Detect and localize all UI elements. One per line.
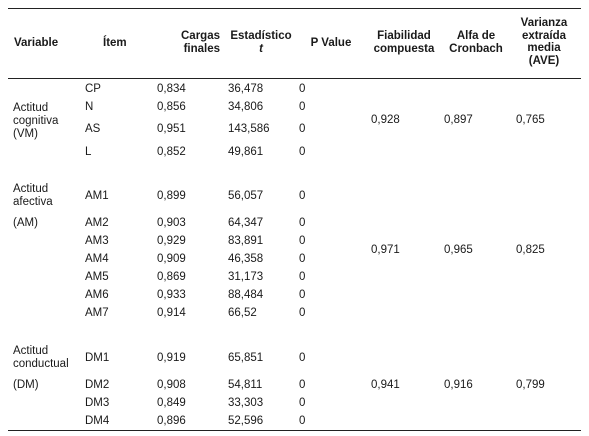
item-cell: AM2 bbox=[85, 217, 109, 229]
header-item: Ítem bbox=[103, 37, 127, 49]
item-cell: AS bbox=[85, 123, 101, 135]
header-reliability-line1: Fiabilidad bbox=[377, 30, 431, 42]
item-cell: L bbox=[85, 146, 92, 158]
loading-cell: 0,856 bbox=[157, 101, 186, 113]
t-statistic-cell: 64,347 bbox=[228, 217, 264, 229]
p-value-cell: 0 bbox=[299, 190, 306, 202]
header-ave-line4: (AVE) bbox=[528, 54, 560, 67]
reliability-cell: 0,941 bbox=[371, 379, 400, 391]
item-cell: DM4 bbox=[85, 415, 110, 427]
p-value-cell: 0 bbox=[299, 83, 306, 95]
header-ave bbox=[511, 17, 577, 67]
loading-cell: 0,849 bbox=[157, 397, 186, 409]
ave-cell: 0,825 bbox=[516, 244, 545, 256]
variable-label: afectiva bbox=[13, 196, 53, 208]
t-statistic-cell: 83,891 bbox=[228, 235, 264, 247]
p-value-cell: 0 bbox=[299, 235, 306, 247]
t-statistic-cell: 52,596 bbox=[228, 415, 264, 427]
t-statistic-cell: 56,057 bbox=[228, 190, 264, 202]
t-statistic-cell: 31,173 bbox=[228, 271, 264, 283]
p-value-cell: 0 bbox=[299, 271, 306, 283]
loading-cell: 0,852 bbox=[157, 146, 186, 158]
item-cell: CP bbox=[85, 83, 101, 95]
loading-cell: 0,909 bbox=[157, 253, 186, 265]
t-statistic-cell: 66,52 bbox=[228, 307, 257, 319]
header-alpha-line1: Alfa de bbox=[456, 30, 496, 42]
item-cell: AM7 bbox=[85, 307, 109, 319]
t-statistic-cell: 88,484 bbox=[228, 289, 264, 301]
item-cell: AM3 bbox=[85, 235, 109, 247]
variable-label: cognitiva bbox=[13, 115, 59, 127]
variable-label: conductual bbox=[13, 358, 69, 370]
header-alpha bbox=[444, 30, 508, 55]
item-cell: AM6 bbox=[85, 289, 109, 301]
loading-cell: 0,919 bbox=[157, 352, 186, 364]
ave-cell: 0,765 bbox=[516, 114, 545, 126]
item-cell: AM5 bbox=[85, 271, 109, 283]
header-reliability-line2: compuesta bbox=[373, 42, 435, 55]
p-value-cell: 0 bbox=[299, 352, 306, 364]
loading-cell: 0,869 bbox=[157, 271, 186, 283]
variable-label: (AM) bbox=[13, 217, 38, 229]
t-statistic-cell: 36,478 bbox=[228, 83, 264, 95]
loading-cell: 0,908 bbox=[157, 379, 186, 391]
item-cell: DM1 bbox=[85, 352, 110, 364]
item-cell: N bbox=[85, 101, 94, 113]
loading-cell: 0,903 bbox=[157, 217, 186, 229]
loading-cell: 0,899 bbox=[157, 190, 186, 202]
loading-cell: 0,933 bbox=[157, 289, 186, 301]
header-reliability bbox=[366, 30, 442, 55]
t-statistic-cell: 33,303 bbox=[228, 397, 264, 409]
header-alpha-line2: Cronbach bbox=[449, 42, 503, 55]
table-top-rule bbox=[8, 8, 581, 9]
p-value-cell: 0 bbox=[299, 217, 306, 229]
header-statistic-line2: t bbox=[259, 42, 263, 55]
alpha-cell: 0,897 bbox=[444, 114, 473, 126]
t-statistic-cell: 54,811 bbox=[228, 379, 263, 391]
reliability-cell: 0,928 bbox=[371, 114, 400, 126]
t-statistic-cell: 46,358 bbox=[228, 253, 264, 265]
header-statistic-line1: Estadístico bbox=[230, 30, 292, 42]
variable-label: Actitud bbox=[13, 102, 49, 114]
item-cell: DM2 bbox=[85, 379, 110, 391]
header-ave-line3: media bbox=[527, 42, 561, 54]
p-value-cell: 0 bbox=[299, 146, 306, 158]
p-value-cell: 0 bbox=[299, 289, 306, 301]
t-statistic-cell: 34,806 bbox=[228, 101, 264, 113]
variable-label: (DM) bbox=[13, 379, 39, 391]
header-loadings bbox=[160, 30, 220, 55]
p-value-cell: 0 bbox=[299, 307, 306, 319]
loading-cell: 0,951 bbox=[157, 123, 186, 135]
item-cell: AM4 bbox=[85, 253, 109, 265]
header-ave-line1: Varianza bbox=[520, 17, 568, 29]
t-statistic-cell: 49,861 bbox=[228, 146, 264, 158]
loading-cell: 0,896 bbox=[157, 415, 186, 427]
loading-cell: 0,834 bbox=[157, 83, 186, 95]
header-pvalue: P Value bbox=[310, 37, 352, 49]
variable-label: (VM) bbox=[13, 128, 38, 140]
alpha-cell: 0,965 bbox=[444, 244, 473, 256]
item-cell: DM3 bbox=[85, 397, 110, 409]
loading-cell: 0,929 bbox=[157, 235, 186, 247]
t-statistic-cell: 65,851 bbox=[228, 352, 264, 364]
p-value-cell: 0 bbox=[299, 415, 306, 427]
loading-cell: 0,914 bbox=[157, 307, 186, 319]
header-statistic bbox=[226, 30, 296, 55]
reliability-cell: 0,971 bbox=[371, 244, 400, 256]
p-value-cell: 0 bbox=[299, 101, 306, 113]
header-loadings-line1: Cargas bbox=[181, 30, 220, 42]
p-value-cell: 0 bbox=[299, 379, 306, 391]
header-variable: Variable bbox=[14, 37, 59, 49]
variable-label: Actitud bbox=[13, 345, 49, 357]
table-bottom-rule bbox=[8, 430, 581, 431]
alpha-cell: 0,916 bbox=[444, 379, 473, 391]
t-statistic-cell: 143,586 bbox=[228, 123, 270, 135]
ave-cell: 0,799 bbox=[516, 379, 545, 391]
table-header-rule bbox=[8, 78, 581, 79]
p-value-cell: 0 bbox=[299, 123, 306, 135]
item-cell: AM1 bbox=[85, 190, 109, 202]
header-loadings-line2: finales bbox=[183, 42, 220, 55]
variable-label: Actitud bbox=[13, 183, 49, 195]
p-value-cell: 0 bbox=[299, 397, 306, 409]
header-ave-line2: extraída bbox=[521, 29, 567, 42]
p-value-cell: 0 bbox=[299, 253, 306, 265]
